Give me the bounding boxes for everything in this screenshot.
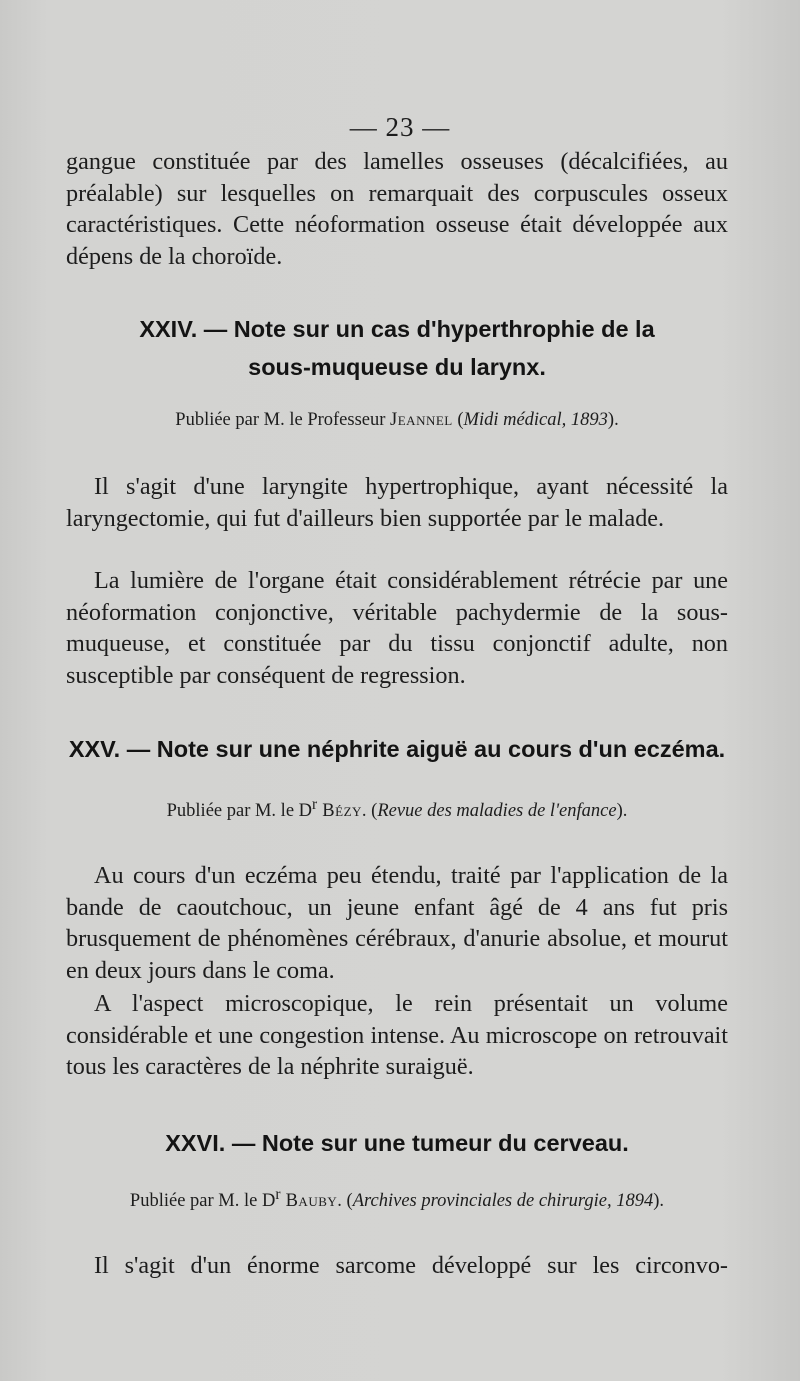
pub-prefix: Publiée par M. le D (129, 1191, 276, 1212)
section-xxvi-paragraph-1: Il s'agit d'un énorme sarcome développé sur les circonvo- (94, 1252, 728, 1279)
pub-source: Midi médical, 1893 (463, 410, 608, 430)
intro-paragraph: gangue constituée par des lamelles osseuses (décalcifiées, au préalable) sur lesquelles on remarquait des corpuscules osseux caractéristiques. Cette néoformation osseuse était développée aux dépens de la choroïde. (66, 148, 728, 271)
pub-open: ( (452, 410, 464, 430)
section-xxiv-paragraph-1: Il s'agit d'une laryngite hypertrophique, ayant nécessité la laryngectomie, qui fut d'ailleurs bien supportée par le malade. (66, 473, 728, 532)
pub-source: Revue des maladies de l'enfance (377, 801, 617, 822)
pub-close: ). (616, 801, 628, 822)
page-number: — 23 — (349, 112, 451, 142)
pub-close: ). (653, 1191, 665, 1212)
pub-open: . ( (337, 1191, 353, 1212)
section-xxiv-paragraph-2: La lumière de l'organe était considérablement rétrécie par une néoformation conjonctive, véritable pachydermie de la sous-muqueuse, et constituée par du tissu conjonctif adulte, non susceptible par conséquent de regression. (66, 567, 728, 690)
section-xxv-publication (66, 796, 728, 822)
section-xxv-title (66, 730, 728, 768)
pub-author: Bézy (317, 801, 362, 822)
section-xxiv-publication (66, 410, 728, 431)
pub-author: Jeannel (390, 410, 453, 430)
pub-sup: r (275, 1186, 281, 1203)
section-xxiv-title-line1: XXIV. — Note sur un cas d'hyperthrophie de la (139, 316, 655, 342)
section-xxvi-title-line1: XXVI. — Note sur une tumeur du cerveau. (165, 1130, 629, 1156)
section-xxvi-title (66, 1124, 728, 1162)
section-xxv-title-line1: XXV. — Note sur une néphrite aiguë au cours d'un eczéma. (68, 736, 726, 762)
pub-close: ). (607, 410, 619, 430)
section-xxiv-title-line2: sous-muqueuse du larynx. (248, 354, 546, 380)
pub-author: Bauby (280, 1191, 338, 1212)
pub-prefix: Publiée par M. le Professeur (175, 410, 391, 430)
pub-prefix: Publiée par M. le D (166, 801, 313, 822)
section-xxv-paragraph-1: Au cours d'un eczéma peu étendu, traité par l'application de la bande de caoutchouc, un jeune enfant âgé de 4 ans fut pris brusquement de phénomènes cérébraux, d'anurie absolue, et mourut en deux jours dans le coma. (66, 862, 728, 985)
section-xxiv-title (66, 310, 728, 386)
pub-sup: r (312, 796, 318, 813)
section-xxvi-publication (66, 1186, 728, 1212)
section-xxv-paragraph-2: A l'aspect microscopique, le rein présentait un volume considérable et une congestion intense. Au microscope on retrouvait tous les caractères de la néphrite suraiguë. (66, 990, 728, 1081)
pub-open: . ( (361, 801, 378, 822)
pub-source: Archives provinciales de chirurgie, 1894 (352, 1191, 654, 1212)
